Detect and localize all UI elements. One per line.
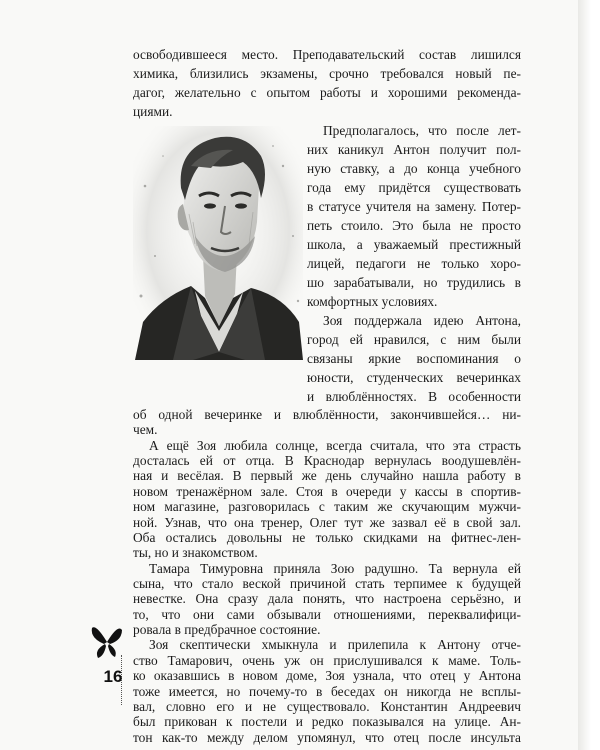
text-line: ная и весёлая. В первый же день случайно нашла работу в xyxy=(133,468,521,484)
text-line: ную ставку, а до конца учебного xyxy=(307,161,521,176)
text-line: сына, что стало веской причиной стать терпимее к будущей xyxy=(133,576,521,591)
text-line: тоже имеется, но почему-то в беседах он никогда не всплы- xyxy=(133,683,521,699)
text-line: ной. Узнав, что она тренер, Олег тут же зазвал её в свой зал. xyxy=(133,514,521,530)
text-line: Тамара Тимуровна приняла Зою радушно. Та вернула ей xyxy=(149,560,521,576)
text-line: А ещё Зоя любила солнце, всегда считала, что эта страсть xyxy=(149,437,521,453)
text-line: Оба остались довольны не только скидками на фитнес-лен- xyxy=(133,529,521,545)
text-line: петь стоило. Это была не просто xyxy=(307,218,521,233)
butterfly-icon xyxy=(90,622,124,662)
text-line: года ему придётся существовать xyxy=(307,180,521,195)
text-line: школа, а уважаемый престижный xyxy=(307,237,521,252)
text-line: ко оказавшись в новом доме, Зоя узнала, что отец у Антона xyxy=(133,668,521,684)
text-line: в статусе учителя на замену. Потер- xyxy=(307,199,521,214)
page-gutter xyxy=(578,0,600,750)
text-line: чем. xyxy=(133,422,158,438)
text-line: досталась ей от отца. В Краснодар вернулась воодушевлён- xyxy=(133,453,521,469)
text-line: лицей, педагоги не только хоро- xyxy=(307,256,521,271)
text-line: циями. xyxy=(133,104,173,119)
text-line: освободившееся место. Преподавательский состав лишился xyxy=(133,47,521,62)
text-line: юности, студенческих вечеринках xyxy=(307,370,521,385)
text-line: шо зарабатывали, но трудились в xyxy=(307,275,521,290)
text-line: тон как-то между делом упомянул, что отец после инсульта xyxy=(133,729,521,745)
text-line: был прикован к постели и редко показывался на улице. Ан- xyxy=(133,714,521,730)
text-line: вал, словно его и не существовало. Константин Андреевич xyxy=(133,698,521,714)
page-number: 16 xyxy=(103,667,123,686)
text-line: новом тренажёрном зале. Стоя в очереди у кассы в спортив- xyxy=(133,483,521,499)
text-line: невестке. Она сразу дала понять, что настроена серьёзно, и xyxy=(133,591,521,607)
text-line: Предполагалось, что после лет- xyxy=(323,123,521,138)
text-line: химика, близились экзамены, срочно требовался новый пе- xyxy=(133,66,521,81)
man-portrait-illustration xyxy=(133,126,303,360)
text-line: и влюблённостях. В особенности xyxy=(307,389,521,404)
text-line: ство Тамарович, очень уж он прислушивался к маме. Толь- xyxy=(133,652,521,668)
text-line: Зоя скептически хмыкнула и прилепила к Антону отче- xyxy=(149,637,521,653)
text-line: комфортных условиях. xyxy=(307,294,438,309)
text-line: ровала в предбрачное состояние. xyxy=(133,622,321,638)
text-line: об одной вечеринке и влюблённости, закончившейся… ни- xyxy=(133,407,521,422)
text-line: Зоя поддержала идею Антона, xyxy=(323,313,521,328)
text-line: ты, но и знакомством. xyxy=(133,545,258,561)
text-line: них каникул Антон получит пол- xyxy=(307,142,521,157)
text-line: дагог, желательно с опытом работы и хорошими рекоменда- xyxy=(133,85,521,100)
text-line: город ей нравился, с ним были xyxy=(307,332,521,347)
text-line: то, что они сами обзывали отношениями, переквалифици- xyxy=(133,606,521,622)
text-line: связаны яркие воспоминания о xyxy=(307,351,521,366)
text-line: ном магазине, разговорилась с таким же скучающим мужчи- xyxy=(133,499,521,515)
